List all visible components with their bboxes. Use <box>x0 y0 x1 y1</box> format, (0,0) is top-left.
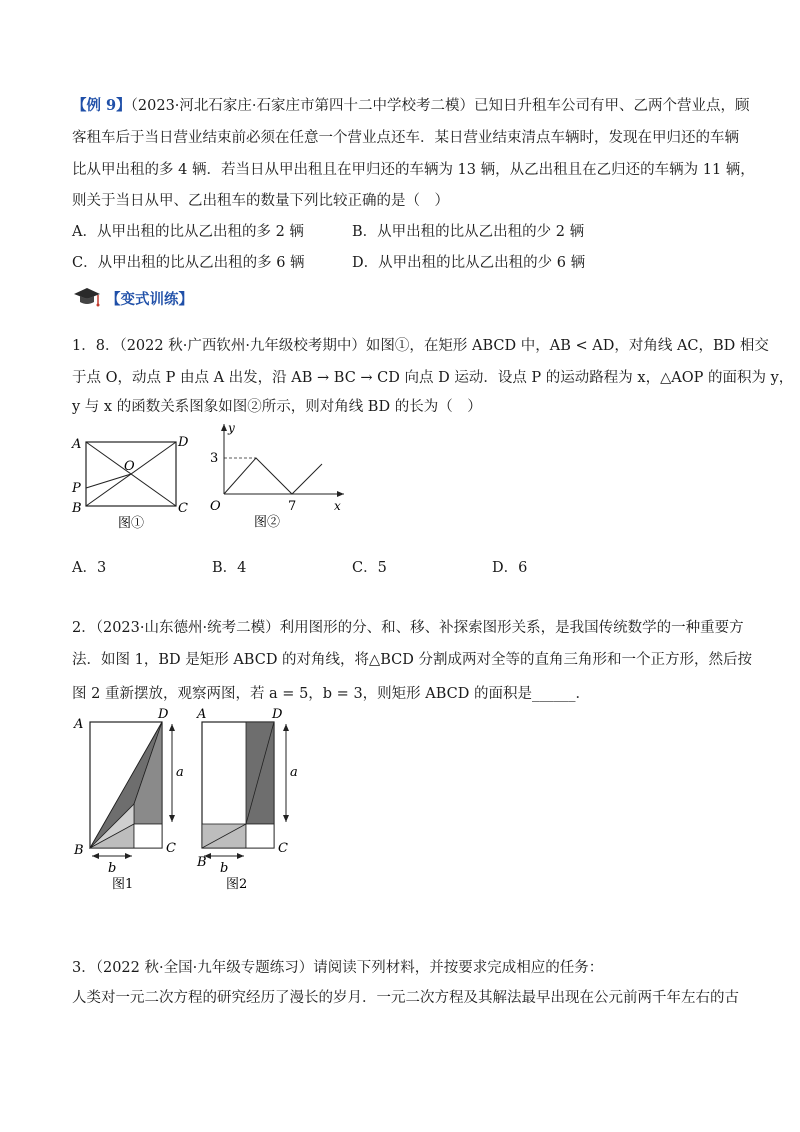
example9-line-3: 比从甲出租的多 4 辆．若当日从甲出租且在甲归还的车辆为 13 辆，从乙出租且在乙归还的车辆为 11 辆， <box>72 162 755 178</box>
q2-fig2-label-b-vertex: B <box>197 855 207 870</box>
q1-fig2-origin: O <box>210 499 221 514</box>
q1-line-3: y 与 x 的函数关系图象如图②所示，则对角线 BD 的长为（ ） <box>72 399 482 415</box>
q2-fig1-caption: 图1 <box>112 877 134 892</box>
q2-fig2-label-c: C <box>278 841 288 856</box>
q2-fig1-label-c: C <box>166 841 176 856</box>
example9-option-b[interactable]: B．从甲出租的比从乙出租的少 2 辆 <box>352 224 585 240</box>
q1-line-1: 1．8．（2022 秋·广西钦州·九年级校考期中）如图①，在矩形 ABCD 中，AB < AD，对角线 AC，BD 相交 <box>72 338 769 354</box>
q2-figure-1 <box>68 706 192 892</box>
q1-fig2-x-axis: x <box>334 499 341 513</box>
q2-fig1-label-b-length: b <box>108 861 117 876</box>
q1-option-b[interactable]: B．4 <box>212 560 247 576</box>
q1-option-a[interactable]: A．3 <box>72 560 107 576</box>
graduation-cap-icon <box>72 286 102 310</box>
q1-fig2-caption: 图② <box>254 515 281 530</box>
q2-fig2-label-d: D <box>272 707 283 722</box>
q1-option-d[interactable]: D．6 <box>492 560 528 576</box>
q2-fig2-label-a-length: a <box>290 765 298 780</box>
q1-fig2-y-tick: 3 <box>210 451 219 466</box>
q2-fig2-label-b-length: b <box>220 861 229 876</box>
example9-line-1: 【例 9】（2023·河北石家庄·石家庄市第四十二中学校考二模）已知日升租车公司有甲、乙两个营业点，顾 <box>72 97 750 114</box>
q1-fig1-label-o: O <box>124 459 135 474</box>
q3-line-1: 3．（2022 秋·全国·九年级专题练习）请阅读下列材料，并按要求完成相应的任务： <box>72 960 604 976</box>
q2-fig2-caption: 图2 <box>226 877 248 892</box>
q1-figure-1 <box>68 430 188 530</box>
q3-line-2: 人类对一元二次方程的研究经历了漫长的岁月．一元二次方程及其解法最早出现在公元前两千年左右的古 <box>72 990 739 1006</box>
q2-line-3: 图 2 重新摆放，观察两图，若 a = 5，b = 3，则矩形 ABCD 的面积是______． <box>72 686 590 702</box>
example9-option-a[interactable]: A．从甲出租的比从乙出租的多 2 辆 <box>72 224 304 240</box>
section-header <box>72 286 193 310</box>
q1-fig1-label-c: C <box>178 501 188 516</box>
q1-line-2: 于点 O，动点 P 由点 A 出发，沿 AB → BC → CD 向点 D 运动．设点 P 的运动路程为 x，△AOP 的面积为 y， <box>72 370 794 386</box>
example-tag: 【例 9】 <box>72 97 131 114</box>
q1-fig1-label-d: D <box>178 435 189 450</box>
q2-fig1-label-a-length: a <box>176 765 184 780</box>
q1-fig1-label-a: A <box>72 437 82 452</box>
q1-fig2-y-axis: y <box>228 421 235 435</box>
q1-fig2-x-tick: 7 <box>288 499 297 514</box>
q2-figure-2 <box>198 706 322 892</box>
example9-line-4: 则关于当日从甲、乙出租车的数量下列比较正确的是（ ） <box>72 193 449 209</box>
q1-fig1-label-p: P <box>72 481 81 496</box>
q1-fig1-caption: 图① <box>118 516 145 531</box>
section-title: 【变式训练】 <box>106 290 193 308</box>
example9-line-2: 客租车后于当日营业结束前必须在任意一个营业点还车．某日营业结束清点车辆时，发现在甲归还的车辆 <box>72 130 739 146</box>
q2-fig1-label-a-vertex: A <box>74 717 84 732</box>
q1-fig1-label-b: B <box>72 501 82 516</box>
q2-fig1-label-d: D <box>158 707 169 722</box>
q1-figure-2 <box>200 418 350 530</box>
example9-option-c[interactable]: C．从甲出租的比从乙出租的多 6 辆 <box>72 255 305 271</box>
example9-option-d[interactable]: D．从甲出租的比从乙出租的少 6 辆 <box>352 255 586 271</box>
q2-fig1-label-b-vertex: B <box>74 843 84 858</box>
q2-fig2-label-a-vertex: A <box>197 707 207 722</box>
q2-line-2: 法．如图 1，BD 是矩形 ABCD 的对角线，将△BCD 分割成两对全等的直角三角形和一个正方形，然后按 <box>72 652 752 668</box>
q2-line-1: 2．（2023·山东德州·统考二模）利用图形的分、和、移、补探索图形关系，是我国传统数学的一种重要方 <box>72 620 744 636</box>
q1-option-c[interactable]: C．5 <box>352 560 387 576</box>
